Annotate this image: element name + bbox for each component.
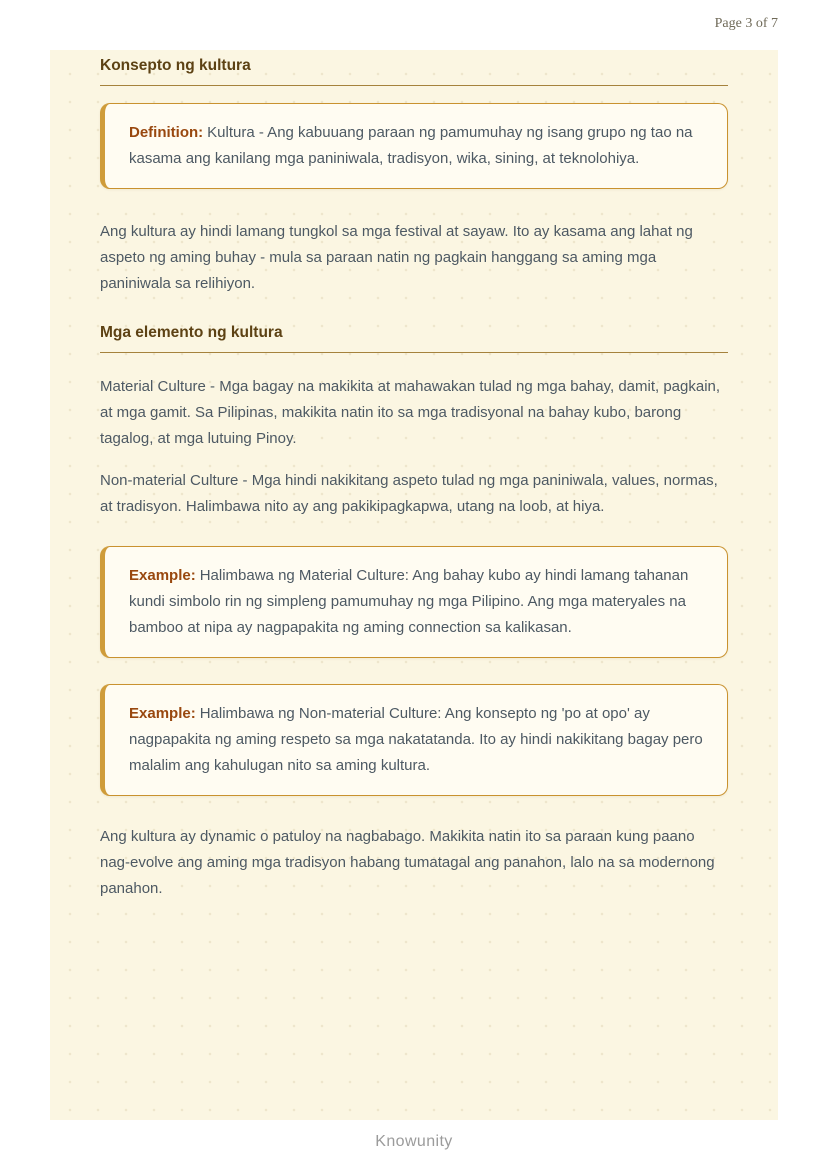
- heading-rule: [100, 85, 728, 86]
- section-heading-elemento: Mga elemento ng kultura: [100, 324, 283, 341]
- example-text-block: [129, 701, 703, 779]
- definition-label: Definition:: [129, 124, 204, 141]
- example-label: Example:: [129, 567, 196, 584]
- paragraph-intro: Ang kultura ay hindi lamang tungkol sa mga festival at sayaw. Ito ay kasama ang lahat ng aspeto ng aming buhay - mula sa paraan natin ng pagkain hanggang sa aming mga paniniwala sa relihiyon.: [100, 223, 693, 292]
- section-heading-konsepto: Konsepto ng kultura: [100, 57, 251, 74]
- definition-text-block: [129, 120, 703, 172]
- example-text: Halimbawa ng Material Culture: Ang bahay kubo ay hindi lamang tahanan kundi simbolo rin ng simpleng pamumuhay ng mga Pilipino. Ang mga materyales na bamboo at nipa ay nagpapakita ng aming connection sa kalikasan.: [129, 567, 689, 636]
- example-callout-nonmaterial: [100, 684, 728, 796]
- example-label: Example:: [129, 705, 196, 722]
- heading-rule: [100, 352, 728, 353]
- example-callout-material: [100, 546, 728, 658]
- paragraph-nonmaterial-culture: Non-material Culture - Mga hindi nakikitang aspeto tulad ng mga paniniwala, values, normas, at tradisyon. Halimbawa nito ay ang pakikipagkapwa, utang na loob, at hiya.: [100, 472, 718, 515]
- document-sheet: [50, 50, 778, 1120]
- example-text-block: [129, 563, 703, 641]
- definition-callout: [100, 103, 728, 189]
- example-text: Halimbawa ng Non-material Culture: Ang konsepto ng 'po at opo' ay nagpapakita ng aming respeto sa mga nakatatanda. Ito ay hindi nakikitang bagay pero malalim ang kahulugan nito sa aming kultura.: [129, 705, 703, 774]
- footer-brand: Knowunity: [375, 1133, 453, 1150]
- paragraph-material-culture: Material Culture - Mga bagay na makikita at mahawakan tulad ng mga bahay, damit, pagkain, at mga gamit. Sa Pilipinas, makikita natin ito sa mga tradisyonal na bahay kubo, barong tagalog, at mga lutuing Pinoy.: [100, 378, 721, 447]
- definition-text: Kultura - Ang kabuuang paraan ng pamumuhay ng isang grupo ng tao na kasama ang kanilang mga paniniwala, tradisyon, wika, sining, at teknolohiya.: [129, 124, 693, 167]
- paragraph-closing: Ang kultura ay dynamic o patuloy na nagbabago. Makikita natin ito sa paraan kung paano nag-evolve ang aming mga tradisyon habang tumatagal ang panahon, lalo na sa modernong panahon.: [100, 828, 715, 897]
- page-indicator: Page 3 of 7: [714, 16, 778, 31]
